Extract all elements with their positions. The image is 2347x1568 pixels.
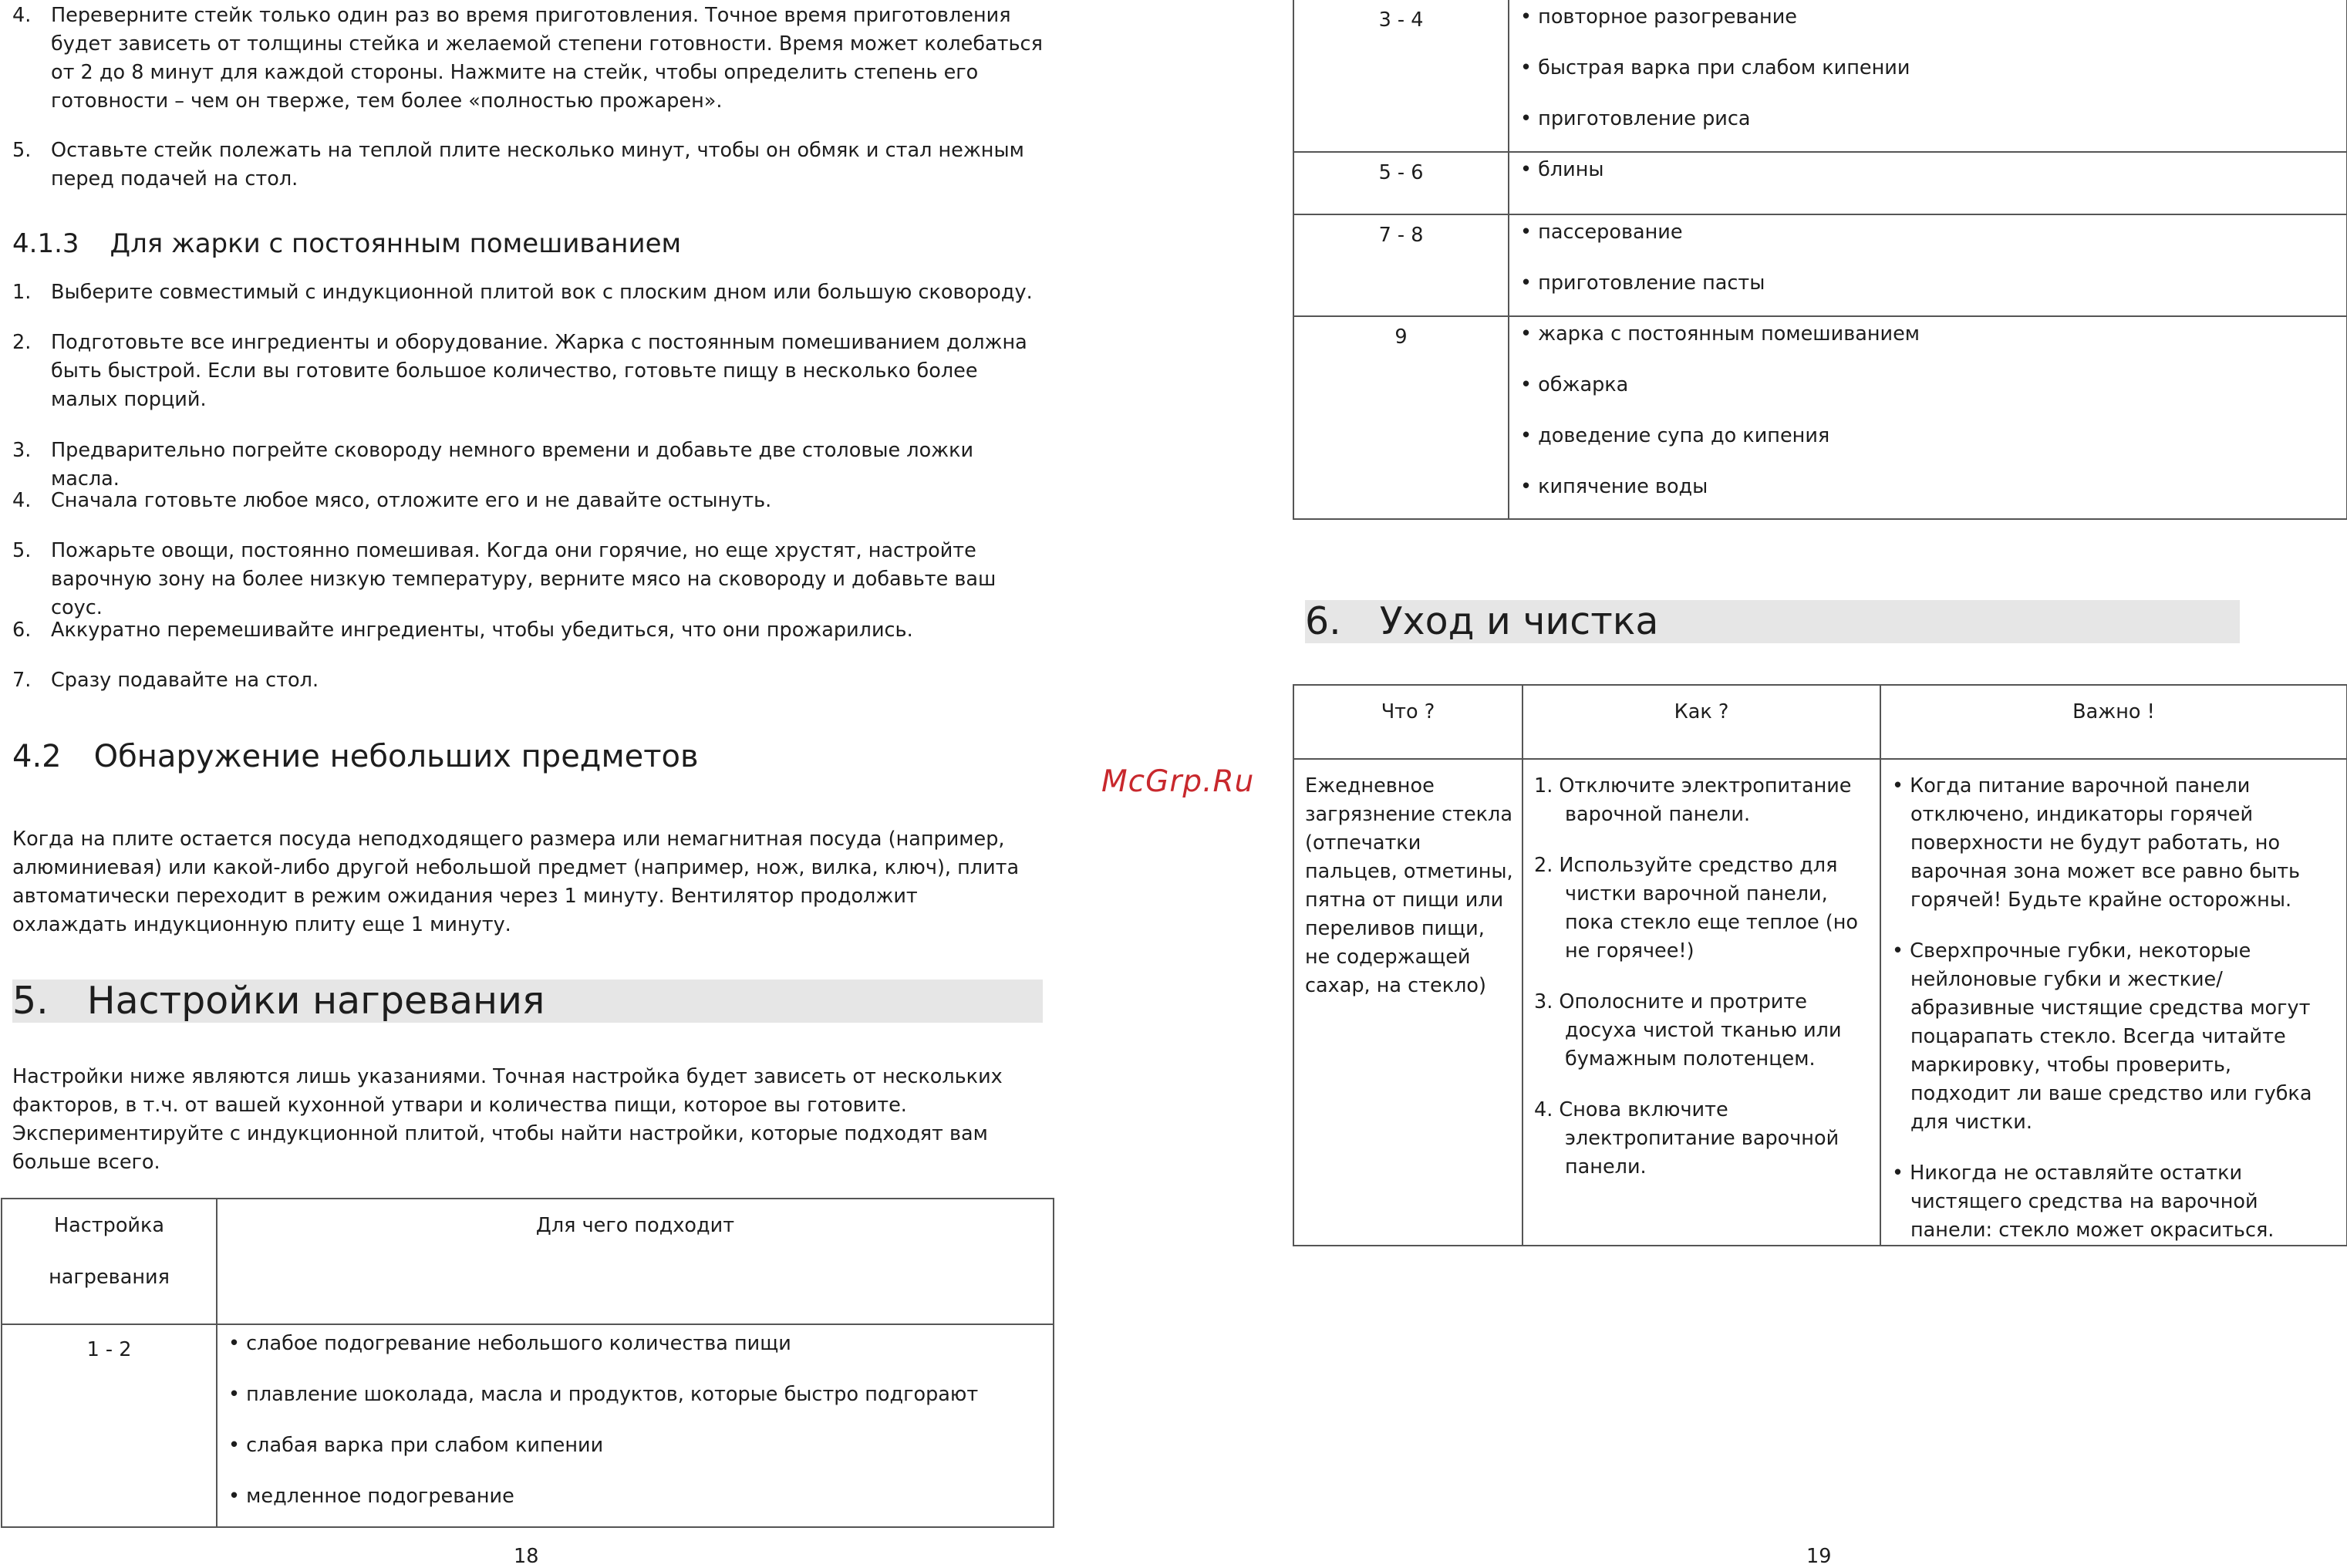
heat-settings-table <box>1 1198 1054 1528</box>
care-how: 1. Отключите электропитание варочной панели. 2. Используйте средство для чистки варочной панели, пока стекло еще теплое (но не горячее!) 3. Ополосните и протрите досуха чистой тканью или бумажным полотенцем. 4. Снова включите электропитание варочной панели. <box>1523 759 1880 1246</box>
page-number: 18 <box>514 1545 539 1568</box>
header-what: Что ? <box>1293 685 1523 759</box>
table-header-row <box>1293 685 2347 759</box>
use-list: • блины <box>1509 152 2347 214</box>
header-important: Важно ! <box>1880 685 2347 759</box>
section-5-paragraph: Настройки ниже являются лишь указаниями. Точная настройка будет зависеть от нескольких факторов, в т.ч. от вашей кухонной утвари и количества пищи, которое вы готовите. Экспериментируйте с индукционной плитой, чтобы найти настройки, которые подходят вам больше всего. <box>12 1065 1003 1174</box>
care-what: Ежедневное загрязнение стекла (отпечатки пальцев, отметины, пятна от пищи или переливов пищи, не содержащей сахар, на стекло) <box>1293 759 1523 1246</box>
heat-settings-table-continued <box>1293 0 2347 520</box>
table-header-row <box>2 1199 1054 1324</box>
list-item: 3. Предварительно погрейте сковороду немного времени и добавьте две столовые ложки масла. <box>12 439 974 491</box>
use-list: • пассерование • приготовление пасты <box>1509 214 2347 316</box>
use-list: • слабое подогревание небольшого количества пищи • плавление шоколада, масла и продуктов, которые быстро подгорают • слабая варка при слабом кипении • медленное подогревание <box>217 1324 1054 1527</box>
table-row <box>1293 0 2347 152</box>
header-setting: Настройка нагревания <box>2 1199 217 1324</box>
care-important: • Когда питание варочной панели отключено, индикаторы горячей поверхности не будут работать, но варочная зона может все равно быть горячей! Будьте крайне осторожны. • Сверхпрочные губки, некоторые нейлоновые губки и жесткие/абразивные чистящие средства могут поцарапать стекло. Всегда читайте маркировку, чтобы проверить, подходит ли ваше средство или губка для чистки. • Никогда не оставляйте остатки чистящего средства на варочной панели: стекло может окраситься. <box>1880 759 2347 1246</box>
table-row <box>1293 152 2347 214</box>
section-heading-6: 6. Уход и чистка <box>1305 600 2240 643</box>
table-row <box>2 1324 1054 1527</box>
section-heading-4-2: 4.2 Обнаружение небольших предметов <box>12 739 699 774</box>
use-list: • жарка с постоянным помешиванием • обжарка • доведение супа до кипения • кипячение воды <box>1509 316 2347 519</box>
watermark: McGrp.Ru <box>1101 764 1255 799</box>
section-4-2-paragraph: Когда на плите остается посуда неподходящего размера или немагнитная посуда (например, алюминиевая) или какой-либо другой небольшой предмет (например, нож, вилка, ключ), плита автоматически переходит в режим ожидания через 1 минуту. Вентилятор продолжит охлаждать индукционную плиту еще 1 минуту. <box>12 828 1020 936</box>
table-row <box>1293 214 2347 316</box>
setting-value: 3 - 4 <box>1293 0 1509 152</box>
header-how: Как ? <box>1523 685 1880 759</box>
setting-value: 9 <box>1293 316 1509 519</box>
list-item: 4. Сначала готовьте любое мясо, отложите его и не давайте остынуть. <box>12 489 772 512</box>
list-item: 4. Переверните стейк только один раз во время приготовления. Точное время приготовления будет зависеть от толщины стейка и желаемой степени готовности. Время может колебаться от 2 до 8 минут для каждой стороны. Нажмите на стейк, чтобы определить степень его готовности – чем он тверже, тем более «полностью прожарен». <box>12 4 1043 113</box>
list-item: 5. Пожарьте овощи, постоянно помешивая. Когда они горячие, но еще хрустят, настройте варочную зону на более низкую температуру, верните мясо на сковороду и добавьте ваш соус. <box>12 539 996 619</box>
setting-value: 5 - 6 <box>1293 152 1509 214</box>
section-heading-4-1-3: 4.1.3 Для жарки с постоянным помешиванием <box>12 228 682 259</box>
care-table <box>1293 684 2347 1246</box>
list-item: 2. Подготовьте все ингредиенты и оборудование. Жарка с постоянным помешиванием должна быть быстрой. Если вы готовите большое количество, готовьте пищу в несколько более малых порций. <box>12 331 1027 411</box>
header-use: Для чего подходит <box>217 1199 1054 1324</box>
table-row <box>1293 759 2347 1246</box>
use-list: • повторное разогревание • быстрая варка при слабом кипении • приготовление риса <box>1509 0 2347 152</box>
list-item: 5. Оставьте стейк полежать на теплой плите несколько минут, чтобы он обмяк и стал нежным перед подачей на стол. <box>12 139 1024 191</box>
list-item: 1. Выберите совместимый с индукционной плитой вок с плоским дном или большую сковороду. <box>12 281 1033 304</box>
section-heading-5: 5. Настройки нагревания <box>12 980 1043 1023</box>
page-number: 19 <box>1806 1545 1832 1568</box>
list-item: 6. Аккуратно перемешивайте ингредиенты, чтобы убедиться, что они прожарились. <box>12 619 913 642</box>
setting-value: 7 - 8 <box>1293 214 1509 316</box>
table-row <box>1293 316 2347 519</box>
list-item: 7. Сразу подавайте на стол. <box>12 669 319 692</box>
setting-value: 1 - 2 <box>2 1324 217 1527</box>
